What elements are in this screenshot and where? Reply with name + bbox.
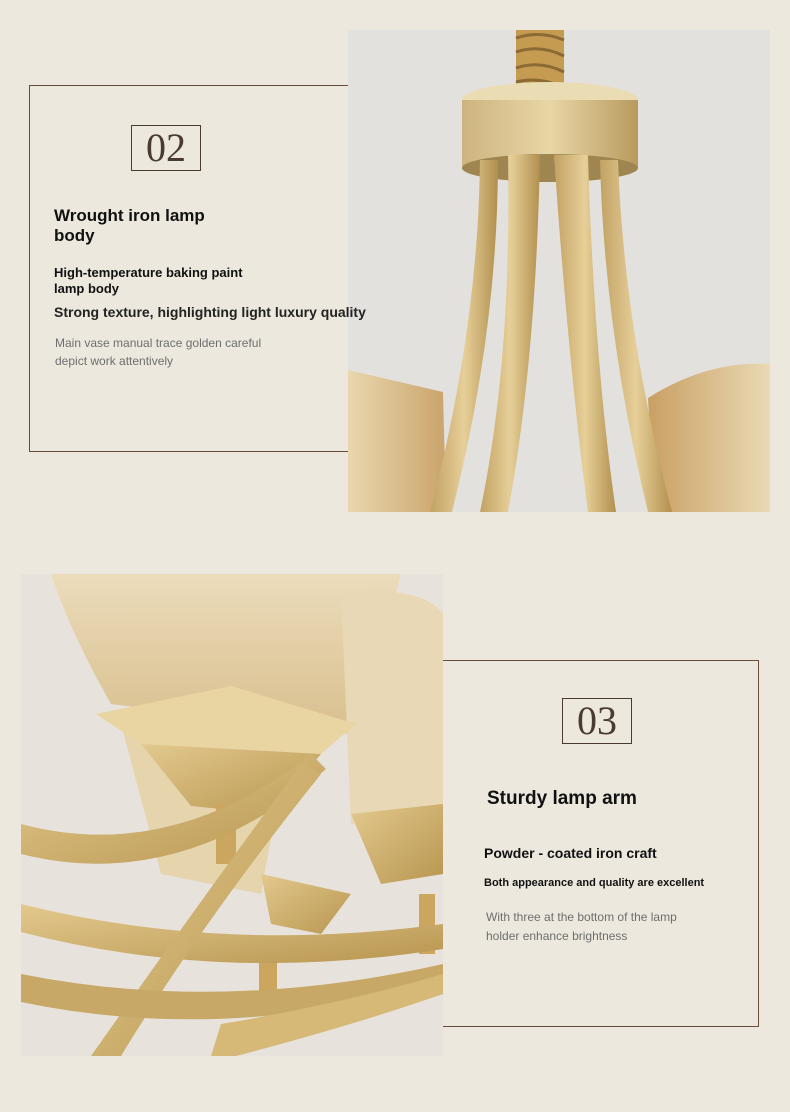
section-description-2: With three at the bottom of the lamp holder enhance brightness — [486, 910, 677, 943]
section-number-2: 03 — [562, 698, 632, 744]
section-subtitle-1: High-temperature baking paint lamp body — [54, 265, 243, 296]
section-highlight-1: Strong texture, highlighting light luxury quality — [54, 304, 366, 320]
section-title-2: Sturdy lamp arm — [487, 788, 637, 809]
lamp-body-photo — [348, 30, 770, 512]
section-title-1: Wrought iron lamp body — [54, 206, 205, 245]
section-highlight-2: Both appearance and quality are excellent — [484, 877, 705, 889]
section-description-1: Main vase manual trace golden careful depict work attentively — [55, 336, 262, 368]
section-number-1: 02 — [131, 125, 201, 171]
lamp-arm-photo — [21, 574, 443, 1056]
section-subtitle-2: Powder - coated iron craft — [484, 845, 657, 861]
